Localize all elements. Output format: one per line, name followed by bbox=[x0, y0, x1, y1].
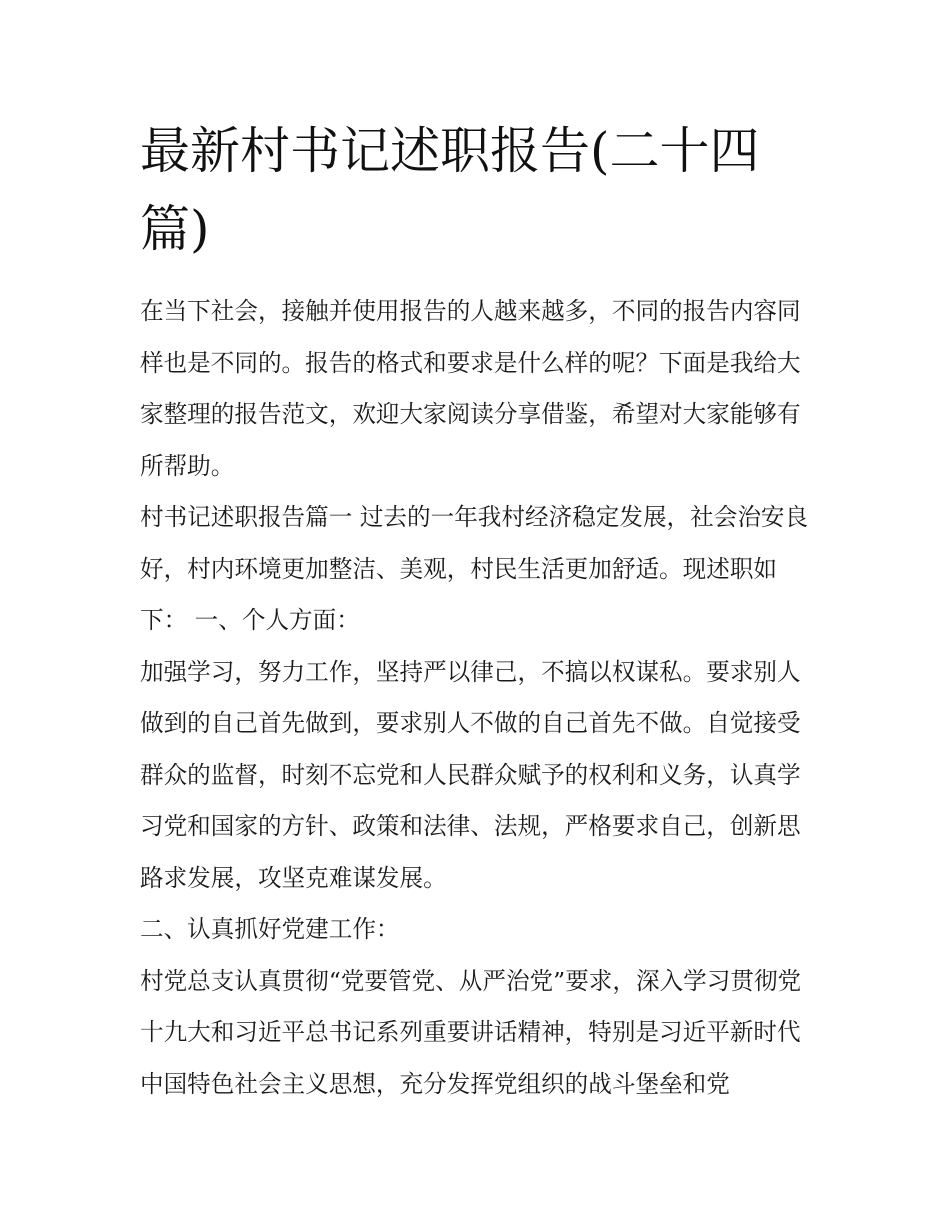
paragraph-intro: 在当下社会，接触并使用报告的人越来越多，不同的报告内容同样也是不同的。报告的格式和要求是什么样的呢？下面是我给大家整理的报告范文，欢迎大家阅读分享借鉴，希望对大家能够有所帮助。 bbox=[140, 297, 801, 480]
document-title: 最新村书记述职报告(二十四篇) bbox=[140, 122, 760, 258]
document-body bbox=[140, 112, 812, 1110]
paragraph-report-opening: 村书记述职报告篇一 过去的一年我村经济稳定发展，社会治安良好，村内环境更加整洁、美观，村民生活更加舒适。现述职如下： 一、个人方面： bbox=[140, 503, 809, 634]
paragraph-personal-aspect: 加强学习，努力工作，坚持严以律己，不搞以权谋私。要求别人做到的自己首先做到，要求别人不做的自己首先不做。自觉接受群众的监督，时刻不忘党和人民群众赋予的权利和义务，认真学习党和国家的方针、政策和法律、法规，严格要求自己，创新思路求发展，攻坚克难谋发展。 bbox=[140, 657, 801, 892]
paragraph-party-building: 村党总支认真贯彻“党要管党、从严治党”要求，深入学习贯彻党十九大和习近平总书记系列重要讲话精神，特别是习近平新时代中国特色社会主义思想，充分发挥党组织的战斗堡垒和党 bbox=[140, 966, 802, 1098]
paragraph-section-heading-party-building: 二、认真抓好党建工作： bbox=[140, 915, 400, 943]
